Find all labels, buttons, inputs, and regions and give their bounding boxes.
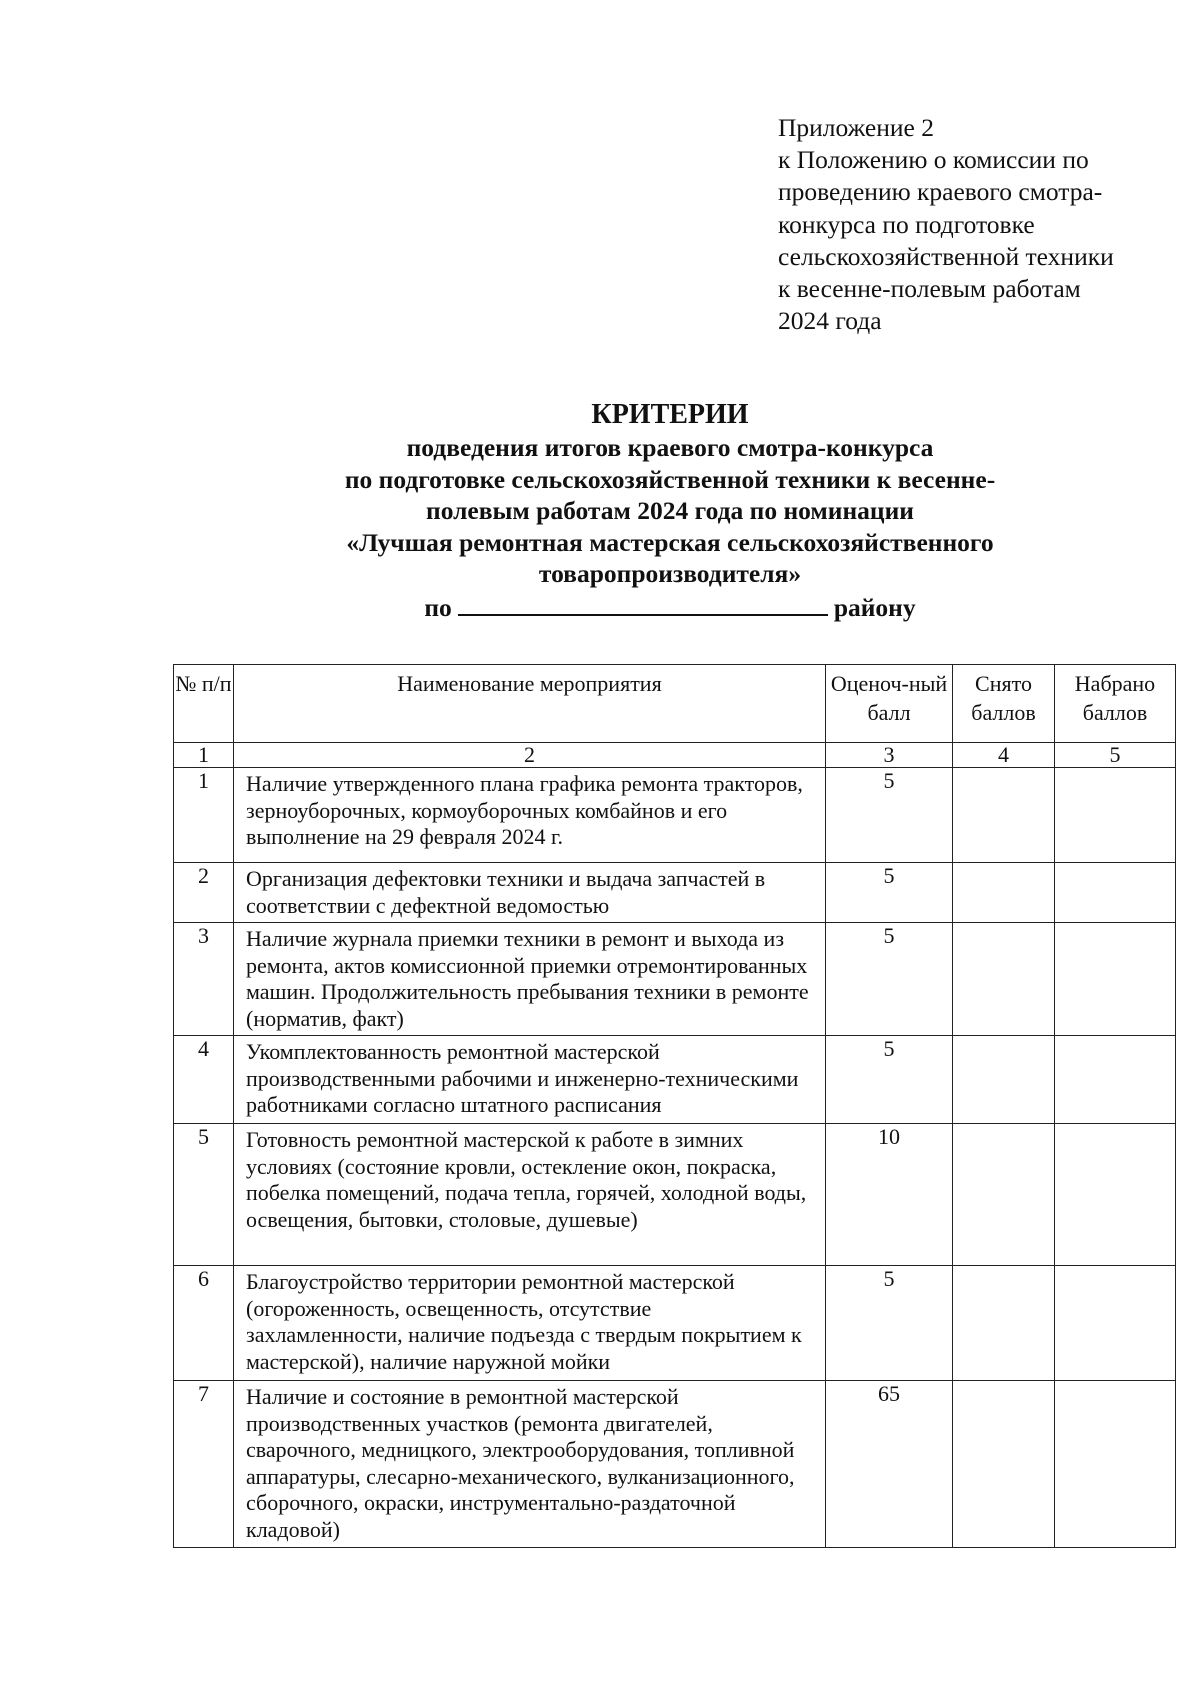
row-score: 5 [826,1036,953,1124]
row-removed [953,1266,1055,1381]
row-num: 6 [174,1266,234,1381]
row-removed [953,1124,1055,1266]
row-score: 5 [826,768,953,863]
district-line [170,590,1170,624]
row-removed [953,1036,1055,1124]
row-score: 5 [826,863,953,923]
row-name: Наличие утвержденного плана графика ремонта тракторов, зерноуборочных, кормоуборочных комбайнов и его выполнение на 29 февраля 2024 г. [234,768,826,863]
header-num: № п/п [174,665,234,743]
row-score: 5 [826,1266,953,1381]
row-num: 2 [174,863,234,923]
table-row [174,768,1176,863]
appendix-line: к Положению о комиссии по [778,145,1089,175]
row-name: Благоустройство территории ремонтной мастерской (огороженность, освещенность, отсутствие захламленности, наличие подъезда с твердым покрытием к мастерской), наличие наружной мойки [234,1266,826,1381]
column-number: 5 [1055,743,1176,768]
column-number: 1 [174,743,234,768]
table-row [174,923,1176,1036]
heading-line: подведения итогов краевого смотра-конкурса [406,433,934,462]
table-row [174,1266,1176,1381]
heading-line: товаропроизводителя» [538,559,802,588]
document-title: КРИТЕРИИ [591,399,749,430]
table-row [174,1381,1176,1548]
heading-line: по подготовке сельскохозяйственной техники к весенне- [344,464,996,494]
row-num: 4 [174,1036,234,1124]
row-removed [953,863,1055,923]
table-row [174,1036,1176,1124]
row-name: Готовность ремонтной мастерской к работе в зимних условиях (состояние кровли, остекление окон, покраска, побелка помещений, подача тепла, горячей, холодной воды, освещения, бытовки, столовые, душевые) [234,1124,826,1266]
heading-line: «Лучшая ремонтная мастерская сельскохозяйственного [346,527,994,557]
row-earned [1055,863,1176,923]
column-number: 2 [234,743,826,768]
table-row [174,1124,1176,1266]
appendix-line: Приложение 2 [778,113,934,142]
row-name: Наличие журнала приемки техники в ремонт и выхода из ремонта, актов комиссионной приемки отремонтированных машин. Продолжительность пребывания техники в ремонте (норматив, факт) [234,923,826,1036]
appendix-line: конкурса по подготовке [778,209,1035,239]
row-earned [1055,1381,1176,1548]
row-removed [953,1381,1055,1548]
table-header-row [174,665,1176,743]
row-name: Организация дефектовки техники и выдача запчастей в соответствии с дефектной ведомостью [234,863,826,923]
row-score: 10 [826,1124,953,1266]
row-num: 7 [174,1381,234,1548]
district-blank [458,590,828,616]
column-number-row [174,743,1176,768]
appendix-line: проведению краевого смотра- [778,177,1103,207]
appendix-line: 2024 года [778,306,882,336]
row-earned [1055,923,1176,1036]
row-num: 1 [174,768,234,863]
header-name: Наименование мероприятия [234,665,826,743]
row-removed [953,768,1055,863]
row-earned [1055,1036,1176,1124]
row-num: 5 [174,1124,234,1266]
row-earned [1055,1266,1176,1381]
criteria-table [173,664,1176,1548]
row-score: 5 [826,923,953,1036]
table-row [174,863,1176,923]
heading-line: полевым работам 2024 года по номинации [426,496,914,525]
row-score: 65 [826,1381,953,1548]
district-suffix: району [833,592,916,622]
row-name: Наличие и состояние в ремонтной мастерской производственных участков (ремонта двигателей, сварочного, медницкого, электрооборудования, топливной аппаратуры, слесарно-механического, вулканизационного, сборочного, окраски, инструментально-раздаточной кладовой) [234,1381,826,1548]
appendix-line: к весенне-полевым работам [778,274,1081,304]
row-earned [1055,1124,1176,1266]
row-removed [953,923,1055,1036]
row-earned [1055,768,1176,863]
document-heading [170,398,1170,623]
header-removed: Снято баллов [953,665,1055,743]
header-score: Оценоч-ный балл [826,665,953,743]
column-number: 3 [826,743,953,768]
district-prefix: по [424,592,452,622]
header-earned: Набрано баллов [1055,665,1176,743]
row-name: Укомплектованность ремонтной мастерской производственными рабочими и инженерно-техническими работниками согласно штатного расписания [234,1036,826,1124]
appendix-line: сельскохозяйственной техники [778,241,1114,271]
column-number: 4 [953,743,1055,768]
appendix-block [778,112,1178,337]
row-num: 3 [174,923,234,1036]
